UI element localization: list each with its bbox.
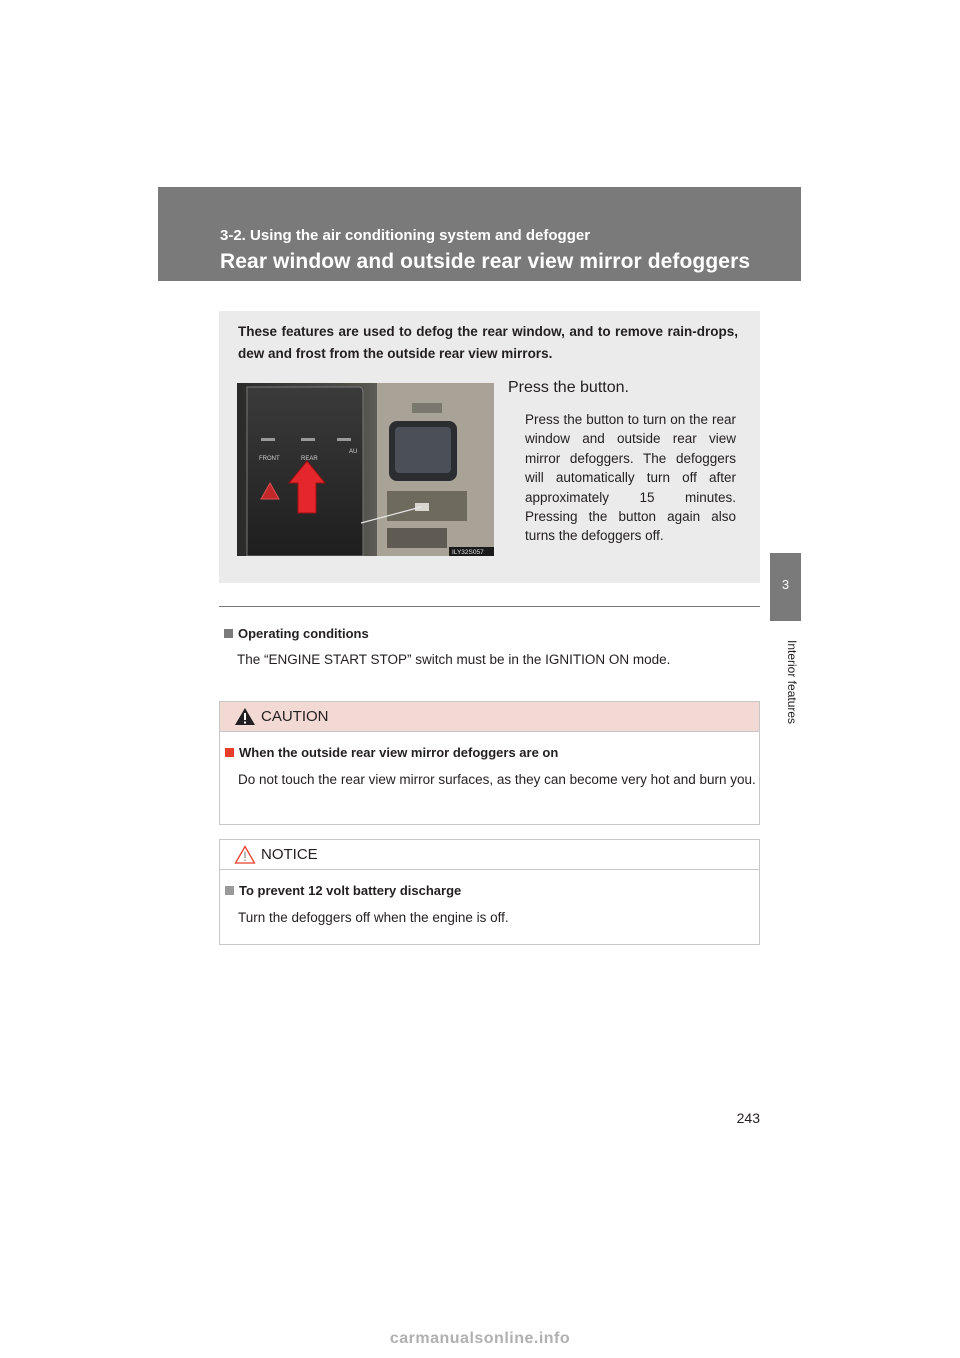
chapter-number: 3 bbox=[781, 577, 790, 592]
notice-box bbox=[219, 839, 760, 945]
caution-title: CAUTION bbox=[261, 708, 329, 725]
notice-triangle-icon bbox=[234, 845, 256, 864]
caution-subheading-text: When the outside rear view mirror defoggers are on bbox=[239, 745, 559, 760]
footer-watermark: carmanualsonline.info bbox=[389, 1330, 571, 1347]
caution-header bbox=[220, 702, 759, 732]
page-number: 243 bbox=[736, 1110, 760, 1126]
notice-subheading bbox=[225, 883, 461, 898]
front-label: FRONT bbox=[259, 456, 280, 462]
chapter-tab bbox=[770, 553, 801, 621]
notice-body: Turn the defoggers off when the engine is off. bbox=[238, 910, 509, 925]
step-description: Press the button to turn on the rear window and outside rear view mirror defoggers. The defoggers will automatically turn off after approximately 15 minutes. Pressing the button again also turns the defoggers off. bbox=[525, 412, 736, 544]
caution-body: Do not touch the rear view mirror surfaces, as they can become very hot and burn you. bbox=[238, 772, 756, 787]
chapter-label: Interior features bbox=[785, 639, 799, 725]
warning-triangle-icon bbox=[234, 707, 256, 726]
dashboard-illustration bbox=[237, 383, 494, 556]
section-divider bbox=[219, 606, 760, 607]
header-band bbox=[158, 187, 801, 281]
operating-heading-text: Operating conditions bbox=[238, 626, 369, 641]
section-label: 3-2. Using the air conditioning system and defogger bbox=[220, 227, 591, 244]
bullet-square-icon bbox=[225, 748, 234, 757]
intro-box bbox=[219, 311, 760, 583]
intro-text: These features are used to defog the rear window, and to remove rain-drops, dew and frost from the outside rear view mirrors. bbox=[238, 324, 738, 361]
bullet-square-icon bbox=[225, 886, 234, 895]
page-title: Rear window and outside rear view mirror defoggers bbox=[220, 250, 751, 273]
auto-label: AU bbox=[349, 449, 358, 455]
dashboard-figure bbox=[237, 383, 494, 556]
operating-heading bbox=[224, 626, 369, 641]
step-title: Press the button. bbox=[508, 379, 629, 396]
notice-header bbox=[220, 840, 759, 870]
notice-subheading-text: To prevent 12 volt battery discharge bbox=[239, 883, 462, 898]
figure-code: ILY32S057 bbox=[452, 549, 484, 556]
caution-subheading bbox=[225, 745, 558, 760]
operating-body: The “ENGINE START STOP” switch must be in the IGNITION ON mode. bbox=[237, 652, 671, 667]
rear-label: REAR bbox=[301, 456, 318, 462]
caution-box bbox=[219, 701, 760, 825]
notice-title: NOTICE bbox=[261, 846, 318, 863]
bullet-square-icon bbox=[224, 629, 233, 638]
